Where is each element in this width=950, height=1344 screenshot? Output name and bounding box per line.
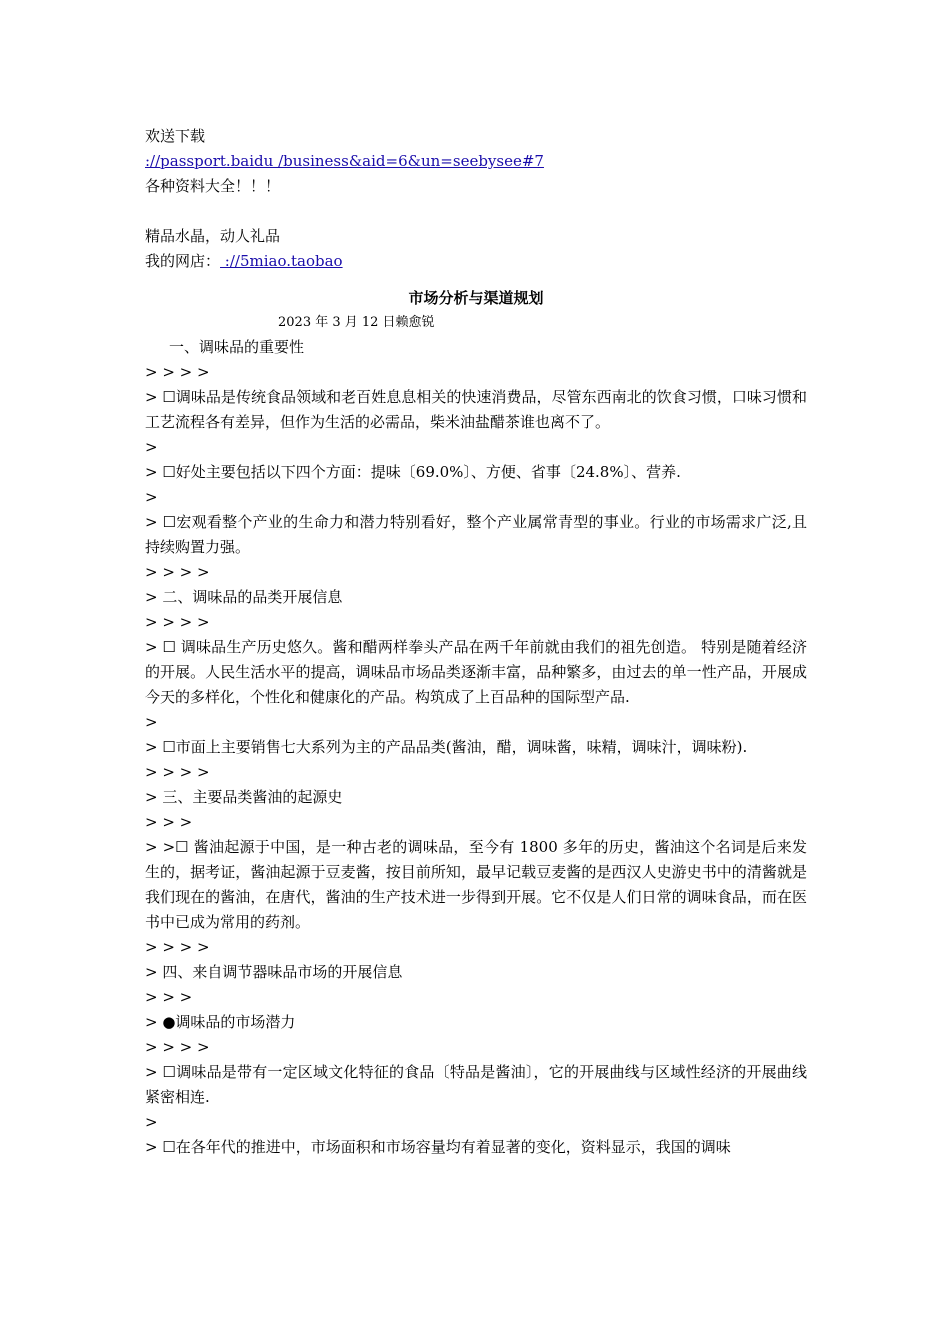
doc-title: 市场分析与渠道规划 <box>408 289 544 307</box>
section-heading: > 四、来自调节器味品市场的开展信息 <box>145 963 403 981</box>
marker-line: > > > > <box>145 763 210 781</box>
marker-line: > <box>145 713 158 731</box>
marker-line: > > > <box>145 988 193 1006</box>
spacer <box>145 199 807 224</box>
marker-line: > > > > <box>145 563 210 581</box>
welcome-text: 欢送下载 <box>145 127 206 145</box>
shop-line <box>145 249 807 274</box>
marker-line: > > > > <box>145 1038 210 1056</box>
marker-line: > > > > <box>145 363 210 381</box>
shop-label: 我的网店： <box>145 252 221 270</box>
marker-line: > <box>145 488 158 506</box>
paragraph: > ☐ 调味品生产历史悠久。酱和醋两样拳头产品在两千年前就由我们的祖先创造。 特别是随着经济的开展。人民生活水平的提高，调味品市场品类逐渐丰富，品种繁多，由过去的单一性产品，开展成今天的多样化，个性化和健康化的产品。构筑成了上百品种的国际型产品. <box>145 638 807 706</box>
marker-line: > <box>145 1113 158 1131</box>
marker-line: > > > > <box>145 938 210 956</box>
sub-heading: > ●调味品的市场潜力 <box>145 1013 296 1031</box>
paragraph: > >☐ 酱油起源于中国，是一种古老的调味品，至今有 1800 多年的历史，酱油这个名词是后来发生的，据考证，酱油起源于豆麦酱，按目前所知，最早记载豆麦酱的是西汉人史游史书中的清酱就是我们现在的酱油，在唐代，酱油的生产技术进一步得到开展。它不仅是人们日常的调味食品，而在医书中已成为常用的药剂。 <box>145 838 807 931</box>
marker-line: > > > <box>145 813 193 831</box>
document-page <box>145 124 807 1160</box>
section-heading: > 二、调味品的品类开展信息 <box>145 588 343 606</box>
paragraph: > ☐好处主要包括以下四个方面：提味〔69.0%〕、方便、省事〔24.8%〕、营养. <box>145 463 681 481</box>
section-heading: 一、调味品的重要性 <box>169 338 305 356</box>
passport-link[interactable]: ://passport.baidu /business&aid=6&un=seebysee#7 <box>145 152 544 170</box>
paragraph: > ☐在各年代的推进中，市场面积和市场容量均有着显著的变化，资料显示，我国的调味 <box>145 1138 731 1156</box>
paragraph: > ☐宏观看整个产业的生命力和潜力特别看好，整个产业属常青型的事业。行业的市场需求广泛,且持续购置力强。 <box>145 513 807 556</box>
marker-line: > > > > <box>145 613 210 631</box>
paragraph: > ☐调味品是传统食品领域和老百姓息息相关的快速消费品，尽管东西南北的饮食习惯，口味习惯和工艺流程各有差异，但作为生活的必需品，柴米油盐醋茶谁也离不了。 <box>145 388 807 431</box>
shop-link[interactable]: ://5miao.taobao <box>220 252 343 270</box>
paragraph: > ☐调味品是带有一定区域文化特征的食品〔特品是酱油〕，它的开展曲线与区域性经济的开展曲线紧密相连. <box>145 1063 807 1106</box>
doc-date-author: 2023 年 3 月 12 日赖愈锐 <box>278 315 435 330</box>
section-heading: > 三、主要品类酱油的起源史 <box>145 788 343 806</box>
marker-line: > <box>145 438 158 456</box>
shop-slogan: 精品水晶，动人礼品 <box>145 227 281 245</box>
all-materials-text: 各种资料大全！！！ <box>145 177 281 195</box>
paragraph: > ☐市面上主要销售七大系列为主的产品品类(酱油，醋，调味酱，味精，调味汁，调味粉). <box>145 738 748 756</box>
